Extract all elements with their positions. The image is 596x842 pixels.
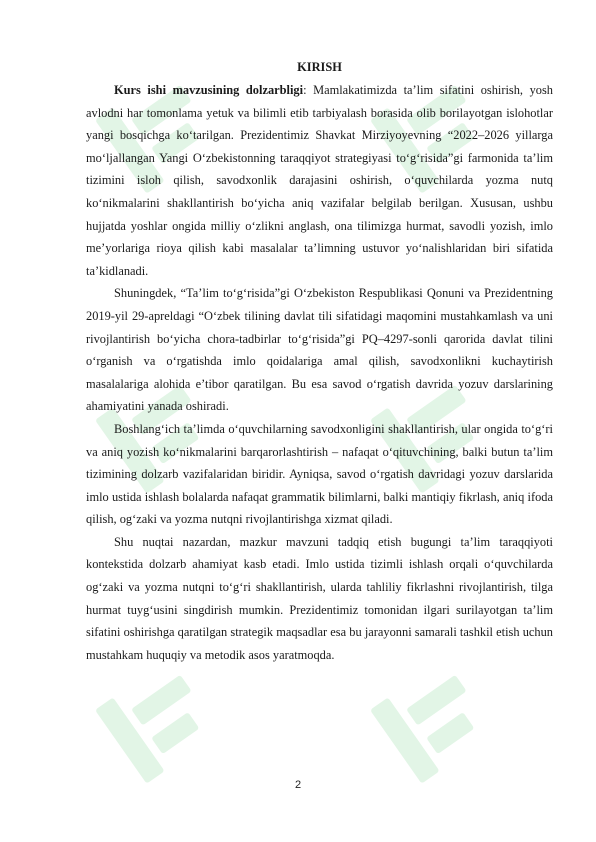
paragraph-text: Shu nuqtai nazardan, mazkur mavzuni tadqiq etish bugungi ta’lim taraqqiyoti kontekstida dolzarb ahamiyat kasb etadi. Imlo ustida tizimli ishlash orqali o‘quvchilarda og‘zaki va yozma nutqni to‘g‘ri shakllantirish, ularda tahliliy fikrlashni rivojlantirish, tilga hurmat tuyg‘usini singdirish mumkin. Prezidentimiz tomonidan ilgari surilayotgan ta’lim sifatini oshirishga qaratilgan strategik maqsadlar esa bu jarayonni samarali tashkil etish uchun mustahkam huquqiy va metodik asos yaratmoqda. bbox=[86, 534, 553, 662]
page-number: 2 bbox=[294, 779, 302, 791]
paragraph-2 bbox=[86, 282, 553, 418]
paragraph-3 bbox=[86, 418, 553, 531]
paragraph-4 bbox=[86, 531, 553, 667]
page-title: KIRISH bbox=[297, 60, 342, 74]
paragraph-text: : Mamlakatimizda ta’lim sifatini oshirish, yosh avlodni har tomonlama yetuk va bilimli etib tarbiyalash borasida olib borilayotgan islohotlar yangi bosqichga ko‘tarilgan. Prezidentimiz Shavkat Mirziyoyevning “2022–2026 yillarga mo‘ljallangan Yangi O‘zbekistonning taraqqiyot strategiyasi to‘g‘risida”gi farmonida ta’lim tizimini isloh qilish, savodxonlik darajasini oshirish, o‘quvchilarda yozma nutq ko‘nikmalarini shakllantirish bo‘yicha aniq vazifalar belgilab berilgan. Xususan, ushbu hujjatda yoshlar ongida milliy o‘zlikni anglash, ona tilimizga hurmat, savodli yozish, imlo me’yorlariga rioya qilish kabi masalalar ta’limning ustuvor yo‘nalishlaridan biri sifatida ta’kidlanadi. bbox=[86, 83, 554, 278]
paragraph-lead: Kurs ishi mavzusining dolzarbligi bbox=[114, 83, 304, 97]
paragraph-text: Boshlang‘ich ta’limda o‘quvchilarning savodxonligini shakllantirish, ular ongida to‘g‘ri va aniq yozish ko‘nikmalarini barqarorlashtirish – nafaqat o‘qituvchining, balki butun ta’lim tizimining dolzarb vazifalaridan biridir. Ayniqsa, savod o‘rgatish davridagi yozuv darslarida imlo ustida ishlash bolalarda nafaqat grammatik bilimlarni, balki mantiqiy fikrlash, aniq ifoda qilish, og‘zaki va yozma nutqni rivojlantirishga xizmat qiladi. bbox=[86, 421, 553, 527]
paragraph-text: Shuningdek, “Ta’lim to‘g‘risida”gi O‘zbekiston Respublikasi Qonuni va Prezidentning 2019-yil 29-apreldagi “O‘zbek tilining davlat tili sifatidagi maqomini mustahkamlash va uni rivojlantirish bo‘yicha chora-tadbirlar to‘g‘risida”gi PQ–4297-sonli qarorida davlat tilini o‘rganish va o‘rgatishda imlo qoidalariga amal qilish, savodxonlikni kuchaytirish masalalariga alohida e’tibor qaratilgan. Bu esa savod o‘rgatish davrida yozuv darslarining ahamiyatini yanada oshiradi. bbox=[86, 286, 553, 414]
paragraph-1 bbox=[86, 79, 553, 282]
document-body bbox=[86, 58, 553, 666]
